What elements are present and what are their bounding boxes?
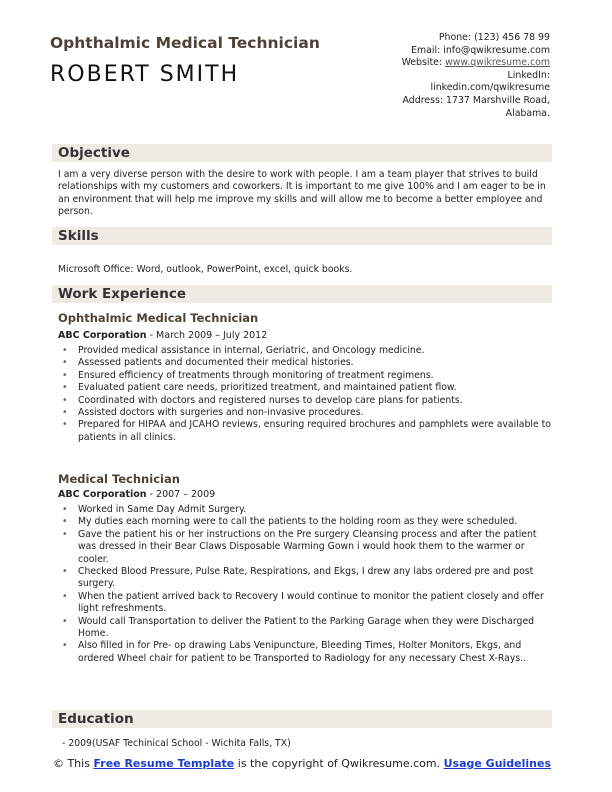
- job-title: Ophthalmic Medical Technician: [50, 34, 320, 52]
- skills-text: Microsoft Office: Word, outlook, PowerPoint, excel, quick books.: [58, 264, 353, 275]
- phone: Phone: (123) 456 78 99: [438, 32, 550, 43]
- objective-heading: Objective: [52, 144, 552, 162]
- job-1-bullets: [62, 345, 552, 444]
- list-item: • Evaluated patient care needs, prioritized treatment, and maintained patient flow.: [62, 382, 552, 394]
- list-item: • Ensured efficiency of treatments through monitoring of treatment regimens.: [62, 370, 552, 382]
- job-2-company-line: [58, 489, 215, 500]
- skills-heading: Skills: [52, 227, 552, 245]
- work-experience-heading: Work Experience: [52, 285, 552, 303]
- list-item: • Assessed patients and documented their medical histories.: [62, 357, 552, 369]
- objective-text: I am a very diverse person with the desire to work with people. I am a team player that strives to build relationships with my customers and coworkers. It is important to me give 100% and I am eager to be in an environment that will help me improve my skills and will allow me to become a better employee and person.: [58, 169, 546, 217]
- contact-block: [402, 32, 550, 120]
- job-2-company: ABC Corporation: [58, 489, 147, 500]
- list-item: • Would call Transportation to deliver the Patient to the Parking Garage when they were Discharged Home.: [62, 616, 552, 641]
- list-item: • Checked Blood Pressure, Pulse Rate, Respirations, and Ekgs, I drew any labs ordered pre and post surgery.: [62, 566, 552, 591]
- list-item: • Worked in Same Day Admit Surgery.: [62, 504, 552, 516]
- list-item: • Coordinated with doctors and registered nurses to develop care plans for patients.: [62, 395, 552, 407]
- website-label: Website:: [401, 57, 446, 69]
- job-2-dates: - 2007 – 2009: [146, 489, 216, 500]
- email: Email: info@qwikresume.com: [411, 44, 550, 56]
- website-line: [402, 57, 550, 70]
- list-item: • My duties each morning were to call the patients to the holding room as they were scheduled.: [62, 516, 552, 528]
- job-1-title: Ophthalmic Medical Technician: [58, 311, 259, 325]
- address-line2: Alabama.: [505, 107, 550, 119]
- linkedin-label: LinkedIn:: [507, 69, 550, 81]
- list-item: • Prepared for HIPAA and JCAHO reviews, ensuring required brochures and pamphlets were available to patients in all clinics.: [62, 419, 552, 444]
- list-item: • Also filled in for Pre- op drawing Labs Venipuncture, Bleeding Times, Holter Monitors, Ekgs, and ordered Wheel chair for patient to be Transported to Radiology for any necessary Chest X-Rays..: [62, 640, 552, 665]
- address-line1: Address: 1737 Marshville Road,: [402, 94, 550, 106]
- job-1-company-line: [58, 330, 267, 341]
- job-1-company: ABC Corporation: [58, 330, 147, 341]
- website-link[interactable]: www.qwikresume.com: [445, 57, 550, 69]
- list-item: • When the patient arrived back to Recovery I would continue to monitor the patient closely and offer light refreshments.: [62, 591, 552, 616]
- list-item: • Assisted doctors with surgeries and non-invasive procedures.: [62, 407, 552, 419]
- free-resume-template-link[interactable]: Free Resume Template: [93, 757, 235, 770]
- education-text: - 2009(USAF Techinical School - Wichita Falls, TX): [62, 738, 291, 749]
- job-1-dates: - March 2009 – July 2012: [146, 330, 268, 341]
- usage-guidelines-link[interactable]: Usage Guidelines: [443, 757, 552, 770]
- list-item: • Provided medical assistance in internal, Geriatric, and Oncology medicine.: [62, 345, 552, 357]
- footer: [52, 757, 552, 770]
- education-heading: Education: [52, 710, 552, 728]
- candidate-name: ROBERT SMITH: [50, 62, 240, 87]
- list-item: • Gave the patient his or her instructions on the Pre surgery Cleansing process and after the patient was dressed in their Bear Claws Disposable Warming Gown i would hook them to the warmer or cooler.: [62, 529, 552, 566]
- footer-pre: © This: [52, 757, 94, 770]
- job-2-title: Medical Technician: [58, 472, 180, 486]
- footer-mid: is the copyright of Qwikresume.com.: [234, 757, 444, 770]
- job-2-bullets: [62, 504, 552, 665]
- linkedin: linkedin.com/qwikresume: [430, 82, 550, 94]
